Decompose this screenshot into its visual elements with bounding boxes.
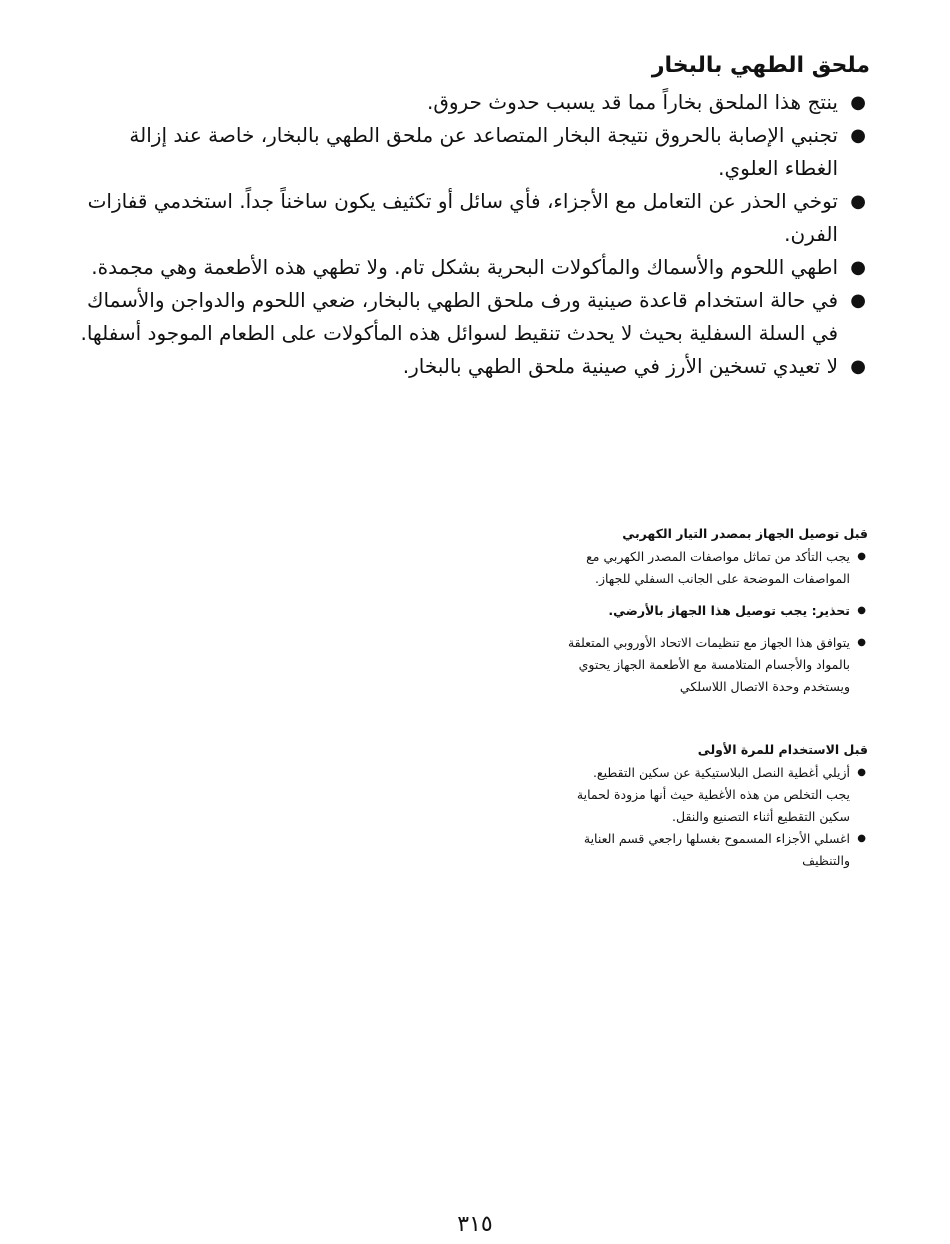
list-item — [80, 119, 870, 185]
power-connection-section — [568, 524, 868, 698]
list-item-text: اطهي اللحوم والأسماك والمأكولات البحرية بشكل تام. ولا تطهي هذه الأطعمة وهي مجمدة. — [91, 255, 838, 279]
list-item — [80, 350, 870, 383]
bullet-icon: ● — [850, 356, 866, 377]
steam-warning-list — [80, 86, 870, 383]
power-section-title: قبل توصيل الجهاز بمصدر التيار الكهربي — [622, 526, 868, 541]
power-instructions-list — [568, 546, 868, 698]
steam-section-title: ملحق الطهي بالبخار — [651, 53, 870, 78]
list-item — [568, 828, 868, 872]
first-use-list — [568, 762, 868, 872]
first-use-section — [568, 740, 868, 872]
bullet-icon: ● — [850, 290, 866, 311]
list-item — [568, 762, 868, 828]
list-item-text: تجنبي الإصابة بالحروق نتيجة البخار المتصاعد عن ملحق الطهي بالبخار، خاصة عند إزالة الغطاء العلوي. — [129, 123, 838, 180]
bullet-icon: ● — [857, 637, 866, 648]
list-item-text: توخي الحذر عن التعامل مع الأجزاء، فأي سائل أو تكثيف يكون ساخناً جداً. استخدمي قفازات الفرن. — [87, 189, 838, 246]
steam-attachment-section — [80, 50, 870, 383]
list-item-text: لا تعيدي تسخين الأرز في صينية ملحق الطهي بالبخار. — [402, 354, 838, 378]
list-item — [80, 251, 870, 284]
bullet-icon: ● — [850, 92, 866, 113]
bullet-icon: ● — [857, 833, 866, 844]
bullet-icon: ● — [857, 605, 866, 616]
list-item-text: اغسلي الأجزاء المسموح بغسلها راجعي قسم العناية والتنظيف — [583, 831, 850, 868]
bullet-icon: ● — [850, 257, 866, 278]
list-item — [80, 86, 870, 119]
bullet-icon: ● — [850, 191, 866, 212]
grounding-warning — [568, 600, 868, 622]
list-item — [568, 546, 868, 590]
page-number: ٣١٥ — [457, 1212, 493, 1237]
bullet-icon: ● — [857, 551, 866, 562]
list-item — [568, 632, 868, 698]
list-item-text: أزيلي أغطية النصل البلاستيكية عن سكين التقطيع. يجب التخلص من هذه الأغطية حيث أنها مزودة لحماية سكين التقطيع أثناء التصنيع والنقل. — [576, 765, 850, 824]
bullet-icon: ● — [857, 767, 866, 778]
list-item — [80, 284, 870, 350]
bullet-icon: ● — [850, 125, 866, 146]
first-use-section-title: قبل الاستخدام للمرة الأولى — [697, 742, 868, 757]
list-item — [80, 185, 870, 251]
list-item-text: ينتج هذا الملحق بخاراً مما قد يسبب حدوث حروق. — [426, 90, 838, 114]
list-item-text: في حالة استخدام قاعدة صينية ورف ملحق الطهي بالبخار، ضعي اللحوم والدواجن والأسماك في السلة السفلية بحيث لا يحدث تنقيط لسوائل هذه المأكولات على الطعام الموجود أسفلها. — [80, 288, 838, 345]
list-item-text: يتوافق هذا الجهاز مع تنظيمات الاتحاد الأوروبي المتعلقة بالمواد والأجسام المتلامسة مع الأطعمة الجهاز يحتوي ويستخدم وحدة الاتصال اللاسلكي — [567, 635, 850, 694]
list-item-text: يجب التأكد من تماثل مواصفات المصدر الكهربي مع المواصفات الموضحة على الجانب السفلي للجهاز. — [586, 549, 850, 586]
list-item-text: تحذير: يجب توصيل هذا الجهاز بالأرضي. — [608, 603, 850, 618]
